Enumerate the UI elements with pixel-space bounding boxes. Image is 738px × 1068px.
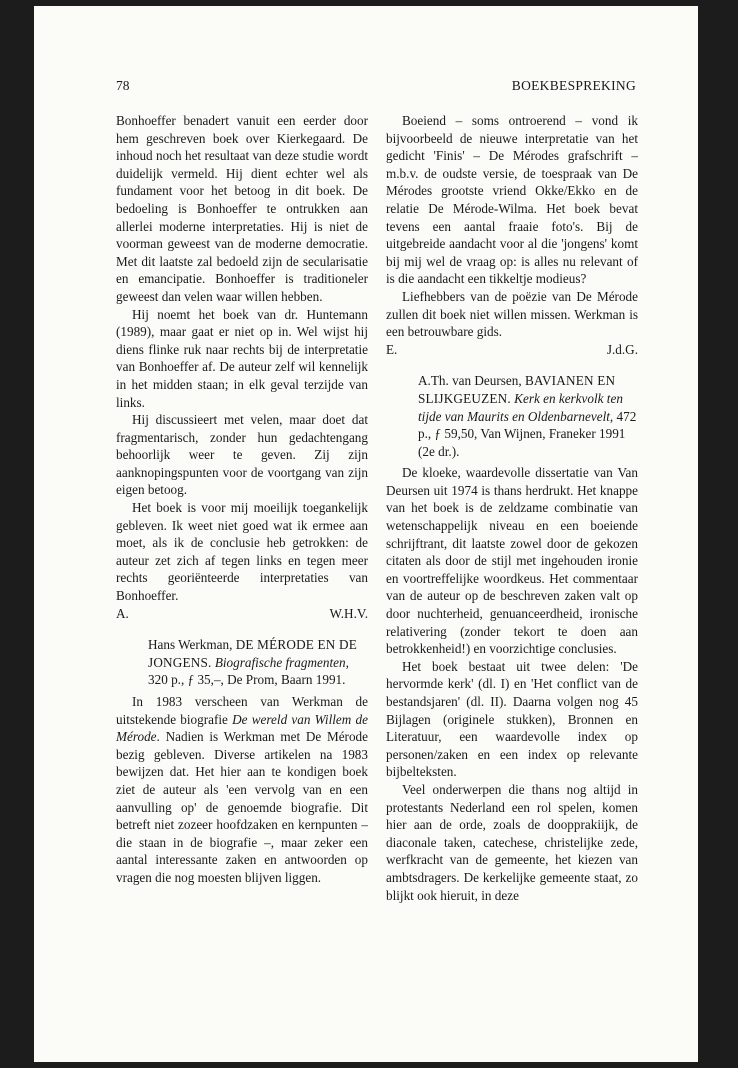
paragraph: Het boek bestaat uit twee delen: 'De hervormde kerk' (dl. I) en 'Het conflict van de bestandsjaren' (dl. II). Daarna volgen nog 45 Bijlagen (originele stukken), Bronnen en Literatuur, een waardevolle index op personen/zaken en een index op relevante bijbelteksten. [386, 658, 638, 780]
book-author: A.Th. van Deursen, [418, 373, 525, 389]
book-subtitle: Biografische fragmenten, [214, 654, 349, 670]
signature [386, 341, 638, 359]
paragraph: De kloeke, waardevolle dissertatie van Van Deursen uit 1974 is thans herdrukt. Het knappe van het boek is de zeldzame combinatie van wetenschappelijk niveau en een boeiende schrijftrant, dit laatste zowel door de gekozen citaten als door de stijl met ingehouden ironie en voortreffelijke woordkeus. Het commentaar van de auteur op de beschreven zaken valt op door nuchterheid, genuanceerdheid, ironische relativering (zonder tekort te doen aan betrokkenheid!) en voorzichtige conclusies. [386, 465, 638, 657]
book-details: 472 p., ƒ 59,50, Van Wijnen, Franeker 1991 (2e dr.). [418, 408, 637, 459]
signature-initial: A. [116, 605, 129, 621]
paragraph: Hij discussieert met velen, maar doet dat fragmentarisch, zonder hun gedachtengang behoorlijk weer te geven. Zij zijn aanknopingspunten voor de voortgang van zijn eigen betoog. [116, 412, 368, 498]
paragraph: Hij noemt het boek van dr. Huntemann (1989), maar gaat er niet op in. Wel wijst hij diens flinke ruk naar rechts bij de interpretatie van Bonhoeffer af. De auteur zelf wil kennelijk in het midden staan; in elk geval terzijde van links. [116, 306, 368, 410]
paragraph: Bonhoeffer benadert vanuit een eerder door hem geschreven boek over Kierkegaard. De inhoud noch het resultaat van deze studie wordt duidelijk vermeld. Hij dient echter wel als fundament voor het betoog in dit boek. De bedoeling is Bonhoeffer te ontrukken aan allerlei moderne interpretaties. Hij is niet de voorman geweest van de moderne democratie. Met dit laatste zal bedoeld zijn de secularisatie en emancipatie. Bonhoeffer is traditioneler geweest dan velen waar willen hebben. [116, 113, 368, 304]
page-number: 78 [116, 78, 130, 93]
book-title: BAVIANEN EN SLIJKGEUZEN. [418, 373, 616, 406]
left-column [116, 112, 368, 887]
book-reference [148, 636, 368, 689]
book-title: DE MÉRODE EN DE JONGENS. [148, 637, 358, 670]
paragraph: Liefhebbers van de poëzie van De Mérode zullen dit boek niet willen missen. Werkman is een betrouwbare gids. [386, 288, 638, 340]
italic-title: De wereld van Willem de Mérode [116, 711, 368, 745]
signature-initial: E. [386, 341, 398, 357]
book-author: Hans Werkman, [148, 637, 236, 653]
paragraph: Het boek is voor mij moeilijk toegankelijk gebleven. Ik weet niet goed wat ik ermee aan moet, als ik de conclusie heb getrokken: de auteur zet zich af tegen links en tegen meer rechts georiënteerde interpretaties van Bonhoeffer. [116, 500, 368, 604]
book-details: 320 p., ƒ 35,–, De Prom, Baarn 1991. [148, 672, 346, 688]
page [34, 6, 698, 1062]
text-run: In 1983 verscheen van Werkman de uitstekende biografie [116, 694, 368, 727]
paragraph [116, 693, 368, 887]
right-column [386, 112, 638, 904]
paragraph: Boeiend – soms ontroerend – vond ik bijvoorbeeld de nieuwe interpretatie van het gedicht 'Finis' – De Mérodes grafschrift – m.b.v. de oudste versie, de toespraak van De Mérodes grootste vriend Okke/Ekko en de relatie De Mérode-Wilma. Het boek bevat tevens een aantal fraaie foto's. Bij de uitgebreide aandacht voor al die 'jongens' komt bij mij wel de vraag op: is alles nu relevant of is die aandacht een tikkeltje modieus? [386, 113, 638, 287]
reviewer-initials: J.d.G. [606, 341, 638, 357]
book-subtitle: Kerk en kerkvolk ten tijde van Maurits en Oldenbarnevelt, [418, 390, 623, 424]
reviewer-initials: W.H.V. [329, 605, 368, 621]
signature [116, 605, 368, 623]
book-reference [418, 372, 638, 460]
section-title: BOEKBESPREKING [511, 78, 636, 93]
paragraph: Veel onderwerpen die thans nog altijd in protestants Nederland een rol spelen, komen hier aan de orde, zoals de doopprakiijk, de diaconale taken, catechese, christelijke zede, werfkracht van de gemeente, het kiezen van ambtsdragers. De kerkelijke gemeente staat, zo blijkt ook hieruit, in deze [386, 781, 638, 903]
text-run: . Nadien is Werkman met De Mérode bezig gebleven. Diverse artikelen na 1983 bewijzen dat. Het hier aan te kondigen boek ziet de auteur als 'een vervolg van en een aanvulling op' de genoemde biografie. Dit betreft niet zozeer hoofdzaken en kernpunten – die staan in de biografie –, maar zeker een aantal interessante zaken en antwoorden op vragen die nog moesten blijven liggen. [116, 729, 368, 885]
